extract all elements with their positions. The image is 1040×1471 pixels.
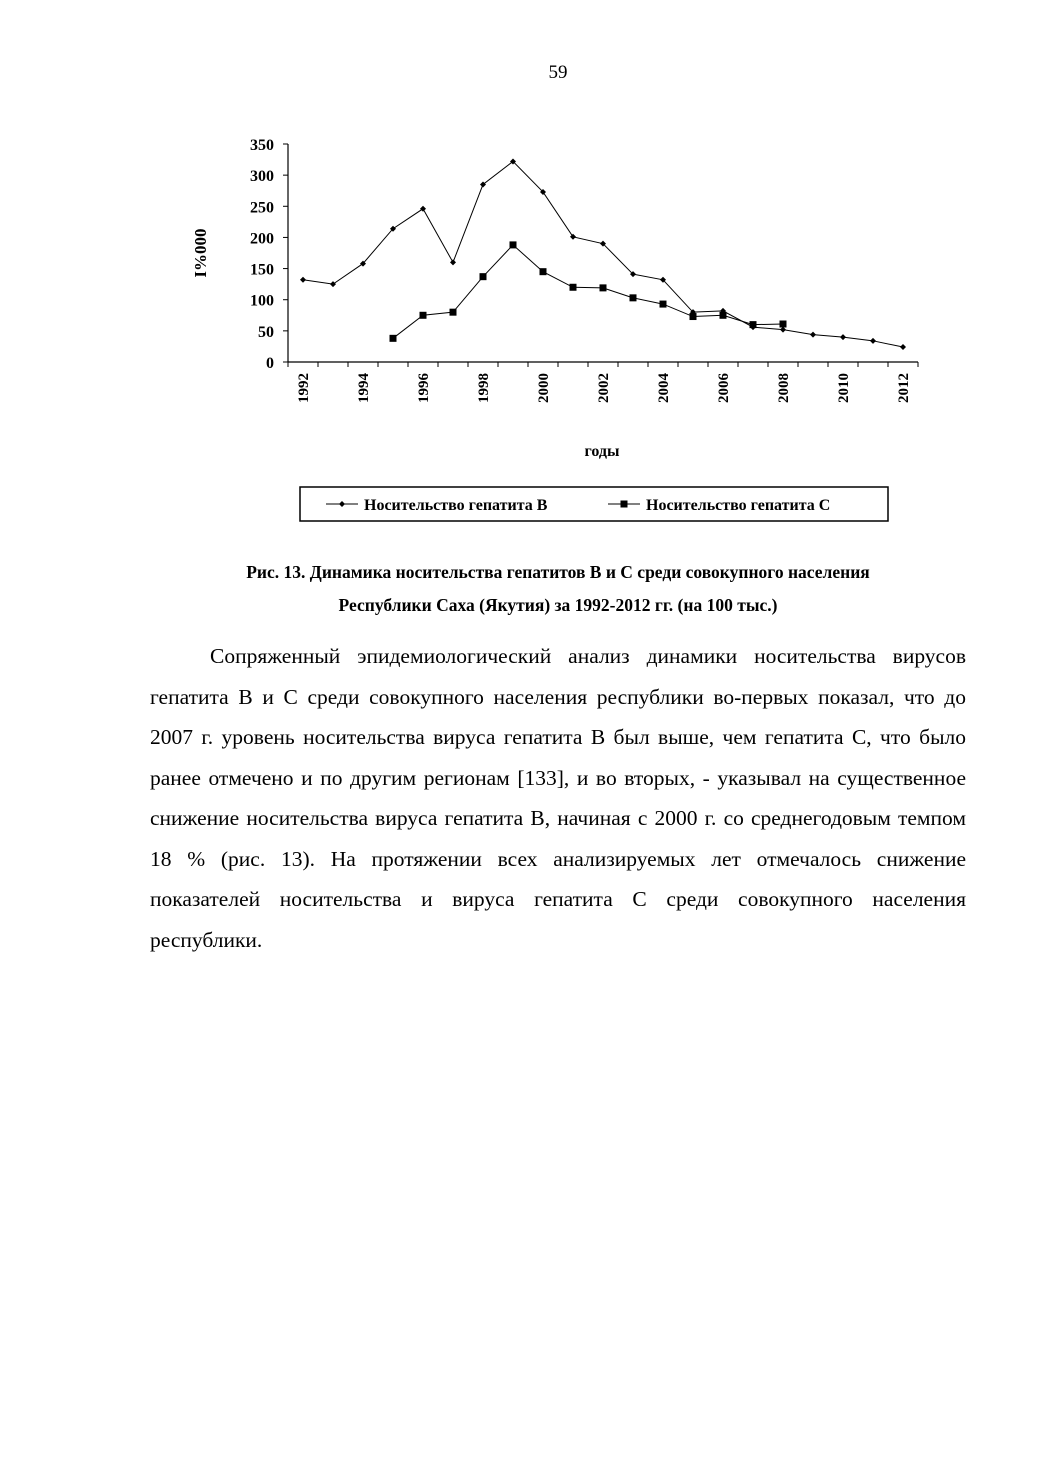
x-tick-label: 2012 xyxy=(896,373,912,403)
hepatitis-carriage-chart xyxy=(0,0,1040,540)
data-point-diamond xyxy=(420,206,426,212)
y-tick-label: 300 xyxy=(250,168,274,186)
data-point-square xyxy=(510,241,517,248)
y-tick-label: 0 xyxy=(266,355,274,372)
caption-line-2: Республики Саха (Якутия) за 1992-2012 гг. (на 100 тыс.) xyxy=(338,595,778,615)
data-point-square xyxy=(660,301,667,308)
x-axis-label: годы xyxy=(584,443,620,460)
x-tick-label: 1992 xyxy=(296,373,312,403)
x-tick-label: 2002 xyxy=(596,373,612,403)
data-point-diamond xyxy=(840,334,846,340)
legend-label-2: Носительство гепатита С xyxy=(646,497,831,514)
data-point-square xyxy=(750,321,757,328)
data-point-diamond xyxy=(810,332,816,338)
legend-marker-square xyxy=(621,501,628,508)
x-tick-label: 2010 xyxy=(836,373,852,403)
x-tick-label: 2004 xyxy=(656,373,672,403)
x-tick-label: 2008 xyxy=(776,373,792,403)
data-point-square xyxy=(480,273,487,280)
y-tick-label: 250 xyxy=(250,199,274,217)
x-tick-label: 1994 xyxy=(356,373,372,403)
series-line-1 xyxy=(303,161,903,347)
page-number: 59 xyxy=(548,62,568,83)
data-point-diamond xyxy=(330,281,336,287)
y-tick-label: 200 xyxy=(250,230,274,248)
x-tick-label: 2006 xyxy=(716,373,732,403)
data-point-square xyxy=(420,312,427,319)
y-tick-label: 150 xyxy=(250,261,274,279)
chart-axes xyxy=(250,137,918,403)
caption-line-1: Рис. 13. Динамика носительства гепатитов В и С среди совокупного населения xyxy=(246,562,870,582)
body-paragraph: Сопряженный эпидемиологический анализ динамики носительства вирусов гепатита В и С среди совокупного населения республики во-первых показал, что до 2007 г. уровень носительства вируса гепатита В был выше, чем гепатита С, что было ранее отмечено и по другим регионам [133], и во вторых, - указывал на существенное снижение носительства вируса гепатита В, начиная с 2000 г. со среднегодовым темпом 18 % (рис. 13). На протяжении всех анализируемых лет отмечалось снижение показателей носительства и вируса гепатита С среди совокупного населения республики. xyxy=(150,644,966,952)
data-point-square xyxy=(690,313,697,320)
data-point-square xyxy=(390,335,397,342)
y-tick-label: 350 xyxy=(250,137,274,154)
x-tick-label: 1996 xyxy=(416,373,432,403)
data-point-diamond xyxy=(450,259,456,265)
data-point-diamond xyxy=(900,344,906,350)
figure-caption xyxy=(150,556,966,622)
x-tick-label: 2000 xyxy=(536,373,552,403)
data-point-square xyxy=(570,284,577,291)
y-tick-label: 50 xyxy=(258,323,274,341)
chart-series xyxy=(300,158,906,350)
legend-label-1: Носительство гепатита В xyxy=(364,497,548,514)
data-point-square xyxy=(720,312,727,319)
data-point-square xyxy=(600,284,607,291)
y-tick-label: 100 xyxy=(250,292,274,310)
chart-legend xyxy=(300,487,888,521)
data-point-diamond xyxy=(570,234,576,240)
x-tick-label: 1998 xyxy=(476,373,492,403)
data-point-square xyxy=(780,321,787,328)
data-point-square xyxy=(630,294,637,301)
legend-marker-diamond xyxy=(339,501,345,507)
data-point-square xyxy=(450,309,457,316)
data-point-square xyxy=(540,268,547,275)
data-point-diamond xyxy=(780,327,786,333)
data-point-diamond xyxy=(870,338,876,344)
data-point-diamond xyxy=(300,277,306,283)
y-axis-label: I%000 xyxy=(191,228,210,278)
